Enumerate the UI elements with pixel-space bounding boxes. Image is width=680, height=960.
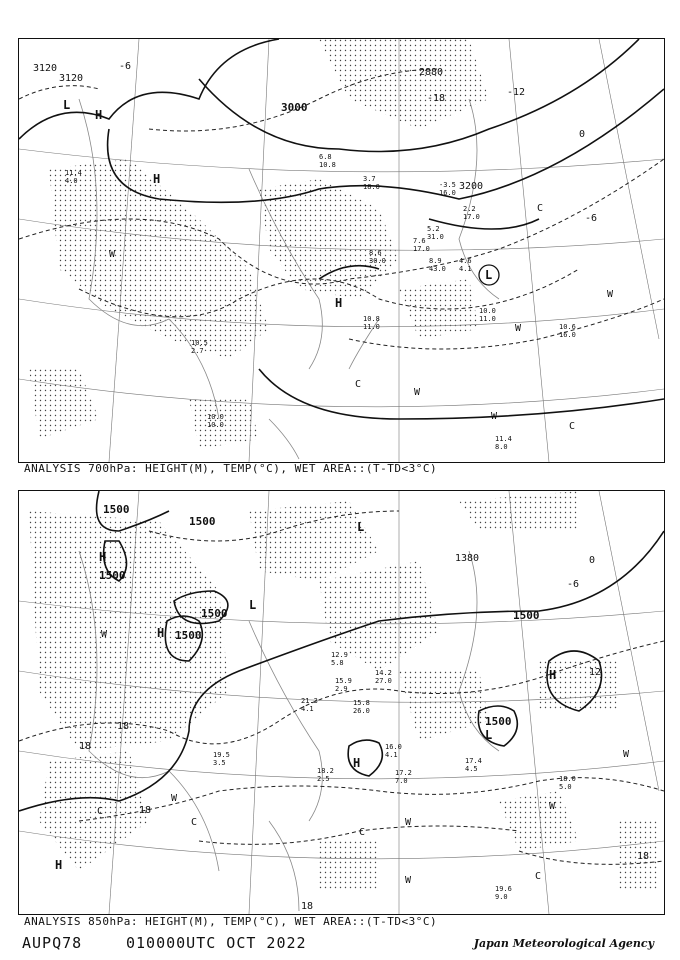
isotherm-label: 18 [301, 901, 314, 912]
svg-text:8.9: 8.9 [429, 257, 442, 265]
isotherm-label: 18 [117, 721, 130, 732]
svg-text:4.0: 4.0 [65, 177, 78, 185]
warm-label: W [549, 801, 556, 812]
svg-text:2.2: 2.2 [463, 205, 476, 213]
svg-text:18.0: 18.0 [363, 183, 380, 191]
svg-text:18.2: 18.2 [317, 767, 334, 775]
contour-label: 1500 [99, 569, 126, 582]
warm-label: W [414, 387, 421, 398]
svg-text:11.0: 11.0 [479, 315, 496, 323]
pressure-high: H [153, 172, 161, 186]
svg-text:30.0: 30.0 [369, 257, 386, 265]
svg-text:5.8: 5.8 [331, 659, 344, 667]
isotherm-label: 18 [637, 851, 650, 862]
isotherm-label: 0 [589, 555, 596, 566]
bulletin-id: AUPQ78 [22, 934, 83, 952]
agency-credit: Japan Meteorological Agency [473, 937, 654, 950]
svg-text:17.2: 17.2 [395, 769, 412, 777]
svg-text:9.0: 9.0 [495, 893, 508, 901]
warm-label: W [171, 793, 178, 804]
pressure-low: L [357, 520, 365, 534]
svg-text:10.8: 10.8 [363, 315, 380, 323]
svg-text:27.0: 27.0 [375, 677, 392, 685]
svg-text:3.7: 3.7 [363, 175, 376, 183]
cold-label: C [191, 817, 198, 828]
contour-label: 1500 [513, 609, 540, 622]
svg-text:16.0: 16.0 [385, 743, 402, 751]
contour-label: 1500 [175, 629, 202, 642]
svg-text:5.0: 5.0 [559, 783, 572, 791]
svg-text:11.0: 11.0 [363, 323, 380, 331]
isotherm-label: -18 [427, 93, 446, 104]
svg-text:18.0: 18.0 [559, 775, 576, 783]
warm-label: W [405, 875, 412, 886]
map-700hpa-canvas [19, 39, 664, 462]
svg-text:8.6: 8.6 [369, 249, 382, 257]
warm-label: W [109, 249, 116, 260]
pressure-low: L [249, 598, 257, 612]
svg-text:6.8: 6.8 [319, 153, 332, 161]
svg-text:10.8: 10.8 [319, 161, 336, 169]
pressure-high: H [549, 668, 557, 682]
svg-text:4.1: 4.1 [301, 705, 314, 713]
svg-text:10.0: 10.0 [207, 421, 224, 429]
caption-700hpa: ANALYSIS 700hPa: HEIGHT(M), TEMP(°C), WET AREA::(T-TD<3°C) [24, 462, 438, 475]
svg-text:-3.5: -3.5 [439, 181, 456, 189]
contour-label: 1500 [189, 515, 216, 528]
svg-text:19.5: 19.5 [213, 751, 230, 759]
warm-label: W [101, 629, 108, 640]
svg-text:16.0: 16.0 [559, 331, 576, 339]
svg-text:7.6: 7.6 [413, 237, 426, 245]
svg-text:4.1: 4.1 [385, 751, 398, 759]
svg-text:4.6: 4.6 [459, 257, 472, 265]
warm-label: W [607, 289, 614, 300]
cold-label: C [355, 379, 362, 390]
svg-text:2.9: 2.9 [335, 685, 348, 693]
svg-text:15.9: 15.9 [335, 677, 352, 685]
isotherm-label: -6 [567, 579, 580, 590]
warm-label: W [623, 749, 630, 760]
pressure-low: L [485, 728, 493, 742]
svg-text:2.5: 2.5 [317, 775, 330, 783]
pressure-high: H [95, 108, 103, 122]
cold-label: C [359, 827, 366, 838]
svg-text:8.0: 8.0 [495, 443, 508, 451]
svg-text:2.7: 2.7 [191, 347, 204, 355]
svg-text:17.4: 17.4 [465, 757, 482, 765]
svg-text:17.0: 17.0 [463, 213, 480, 221]
cold-label: C [537, 203, 544, 214]
svg-text:4.1: 4.1 [459, 265, 472, 273]
isotherm-label: -12 [507, 87, 526, 98]
svg-text:43.0: 43.0 [429, 265, 446, 273]
pressure-high: H [55, 858, 63, 872]
svg-text:10.5: 10.5 [191, 339, 208, 347]
warm-label: W [405, 817, 412, 828]
isotherm-label: 18 [79, 741, 92, 752]
svg-text:26.0: 26.0 [353, 707, 370, 715]
contour-label: 2880 [419, 67, 444, 78]
svg-text:17.0: 17.0 [413, 245, 430, 253]
pressure-low: L [485, 268, 493, 282]
map-850hpa [18, 490, 665, 915]
contour-label: 3200 [459, 181, 484, 192]
pressure-high: H [99, 550, 107, 564]
contour-label: 3000 [281, 101, 308, 114]
pressure-low: L [63, 98, 71, 112]
contour-label: 1500 [103, 503, 130, 516]
warm-label: W [491, 411, 498, 422]
svg-text:10.0: 10.0 [207, 413, 224, 421]
pressure-high: H [335, 296, 343, 310]
svg-text:16.0: 16.0 [439, 189, 456, 197]
svg-text:3.5: 3.5 [213, 759, 226, 767]
svg-text:5.2: 5.2 [427, 225, 440, 233]
svg-text:11.4: 11.4 [65, 169, 82, 177]
isotherm-label: 12 [589, 667, 602, 678]
warm-label: W [515, 323, 522, 334]
svg-text:19.6: 19.6 [495, 885, 512, 893]
cold-label: C [569, 421, 576, 432]
svg-text:11.4: 11.4 [495, 435, 512, 443]
svg-text:31.0: 31.0 [427, 233, 444, 241]
valid-time: 010000UTC OCT 2022 [126, 934, 307, 952]
cold-label: C [535, 871, 542, 882]
svg-text:21.3: 21.3 [301, 697, 318, 705]
svg-text:14.2: 14.2 [375, 669, 392, 677]
contour-label: 3120 [59, 73, 84, 84]
isotherm-label: -6 [119, 61, 132, 72]
cold-label: C [97, 806, 104, 817]
contour-label: 1500 [485, 715, 512, 728]
svg-text:12.9: 12.9 [331, 651, 348, 659]
svg-text:10.6: 10.6 [559, 323, 576, 331]
map-850hpa-canvas [19, 491, 664, 914]
svg-text:4.5: 4.5 [465, 765, 478, 773]
isotherm-label: 18 [139, 805, 152, 816]
caption-850hpa: ANALYSIS 850hPa: HEIGHT(M), TEMP(°C), WET AREA::(T-TD<3°C) [24, 915, 438, 928]
svg-text:7.0: 7.0 [395, 777, 408, 785]
contour-label: 1380 [455, 553, 480, 564]
isotherm-label: 0 [579, 129, 586, 140]
map-700hpa [18, 38, 665, 463]
isotherm-label: -6 [585, 213, 598, 224]
contour-label: 3120 [33, 63, 58, 74]
pressure-high: H [353, 756, 361, 770]
pressure-high: H [157, 626, 165, 640]
svg-text:10.0: 10.0 [479, 307, 496, 315]
contour-label: 1500 [201, 607, 228, 620]
svg-text:15.8: 15.8 [353, 699, 370, 707]
